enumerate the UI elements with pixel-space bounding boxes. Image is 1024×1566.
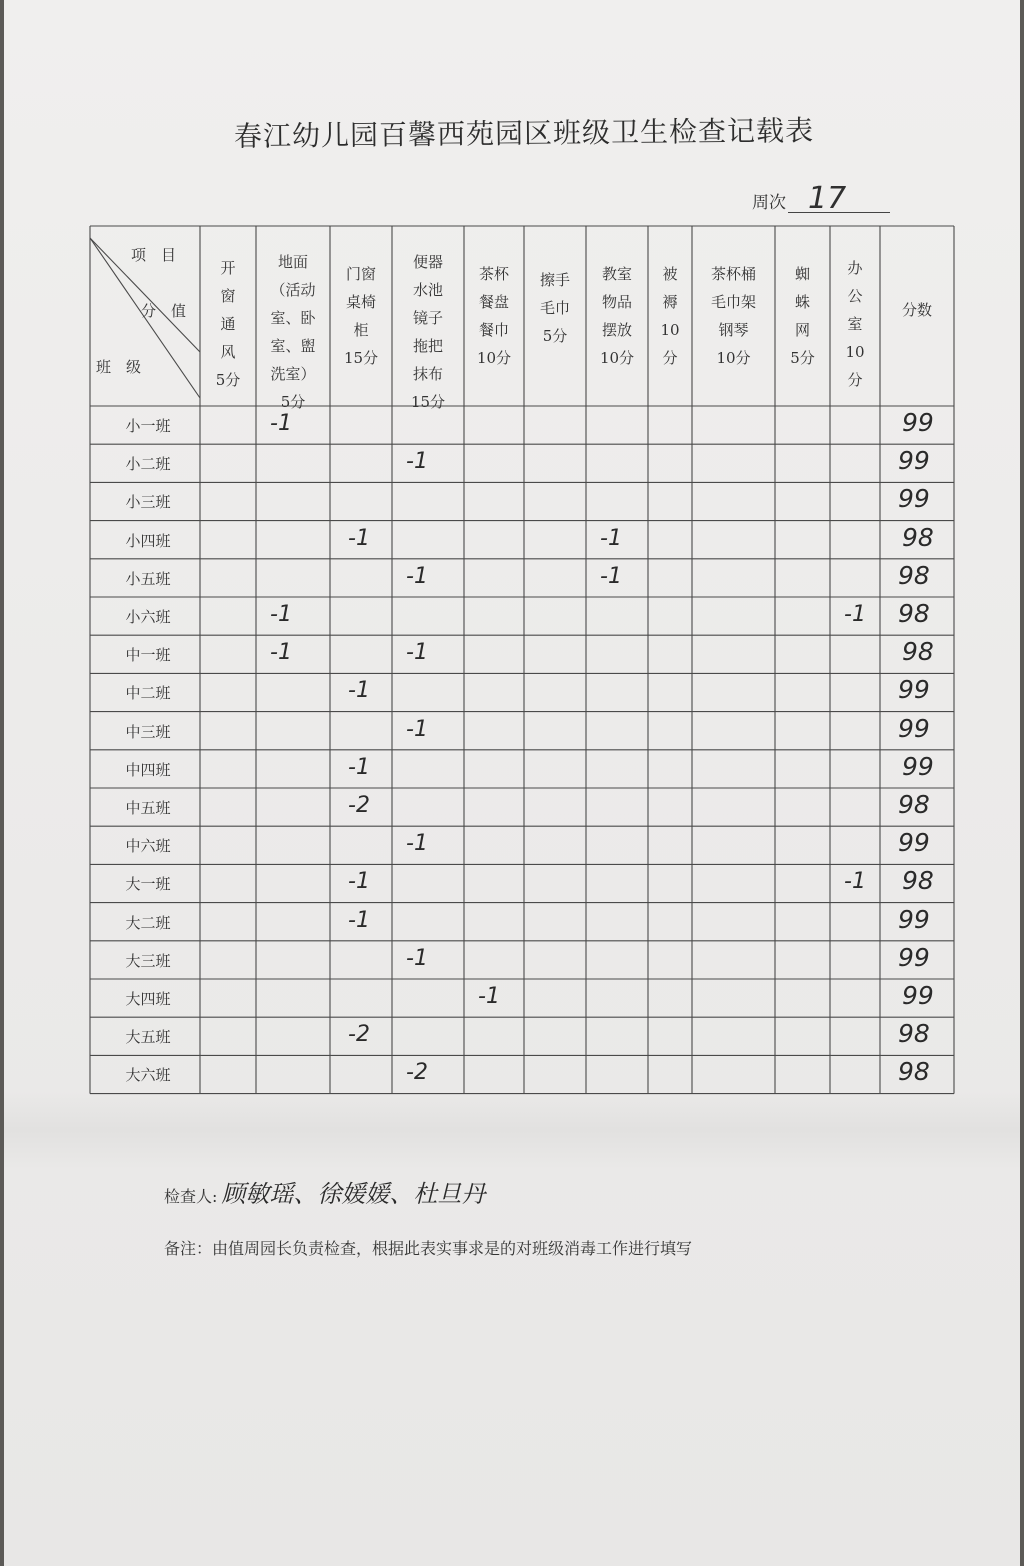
class-name: 中六班 (125, 837, 171, 856)
score-value: 99 (898, 446, 930, 476)
class-name: 大三班 (125, 951, 171, 970)
deduction-mark: -2 (348, 1022, 370, 1048)
deduction-mark: -1 (600, 525, 622, 551)
class-name: 大二班 (125, 913, 171, 932)
deduction-mark: -1 (348, 525, 370, 551)
deduction-mark: -1 (406, 640, 428, 666)
class-name: 大六班 (125, 1066, 171, 1085)
deduction-mark: -1 (406, 716, 428, 742)
class-name: 小二班 (125, 455, 171, 474)
class-name: 大一班 (125, 875, 171, 894)
deduction-mark: -1 (270, 640, 292, 666)
score-value: 98 (902, 866, 934, 896)
inspector-names: 顾敏瑶、徐媛媛、杜旦丹 (221, 1180, 486, 1208)
class-name: 中三班 (125, 722, 171, 741)
class-name: 小三班 (125, 493, 171, 512)
deduction-mark: -1 (478, 984, 500, 1009)
column-header: 便器 水池 镜子 拖把 抹布 15分 (410, 253, 446, 411)
diagonal-header-class: 班 级 (96, 358, 142, 376)
score-value: 98 (898, 1057, 930, 1087)
class-name: 大四班 (125, 990, 171, 1008)
score-value: 98 (898, 560, 930, 590)
column-header: 分数 (901, 301, 932, 319)
deduction-mark: -1 (348, 754, 370, 780)
score-value: 98 (902, 522, 934, 552)
deduction-mark: -2 (406, 1060, 428, 1086)
score-value: 98 (898, 599, 930, 628)
deduction-mark: -1 (406, 449, 428, 475)
deduction-mark: -1 (844, 602, 866, 627)
column-header: 被 褥 10 分 (660, 265, 680, 367)
deduction-mark: -2 (348, 793, 370, 818)
class-name: 中二班 (125, 684, 171, 703)
class-name: 小四班 (125, 531, 171, 550)
table-grid (4, 0, 1020, 1566)
inspector-line (164, 1174, 485, 1209)
deduction-mark: -1 (844, 869, 866, 895)
class-name: 小一班 (125, 417, 171, 435)
column-header: 办 公 室 10 分 (845, 259, 865, 389)
score-value: 99 (898, 675, 930, 705)
class-name: 小六班 (125, 608, 171, 626)
column-header: 教室 物品 摆放 10分 (599, 265, 635, 367)
score-value: 99 (898, 713, 930, 743)
diagonal-header-item: 项 目 (131, 246, 177, 264)
sheet-title: 春江幼儿园百馨西苑园区班级卫生检查记载表 (233, 113, 815, 154)
column-header: 门窗 桌椅 柜 15分 (343, 265, 379, 367)
deduction-mark: -1 (348, 869, 370, 895)
column-header: 开 窗 通 风 5分 (215, 259, 241, 389)
column-header: 擦手 毛巾 5分 (539, 271, 570, 345)
deduction-mark: -1 (348, 907, 370, 933)
score-value: 99 (898, 904, 930, 934)
score-value: 99 (902, 981, 934, 1010)
score-value: 99 (902, 751, 934, 781)
column-header: 地面 （活动 室、卧 室、盥 洗室） 5分 (270, 253, 316, 411)
inspector-label: 检查人: (164, 1187, 218, 1206)
column-header: 蜘 蛛 网 5分 (790, 265, 815, 367)
deduction-mark: -1 (406, 831, 428, 857)
score-value: 99 (902, 408, 934, 437)
column-header: 茶杯 餐盘 餐巾 10分 (476, 265, 512, 367)
class-name: 中一班 (125, 646, 171, 665)
deduction-mark: -1 (270, 411, 292, 436)
inspection-sheet (4, 0, 1020, 1566)
deduction-mark: -1 (348, 678, 370, 704)
column-header: 茶杯桶 毛巾架 钢琴 10分 (710, 265, 756, 367)
class-name: 中四班 (125, 760, 171, 779)
class-name: 中五班 (125, 799, 171, 817)
deduction-mark: -1 (270, 602, 292, 627)
score-value: 98 (898, 1019, 930, 1049)
diagonal-header-score: 分 值 (141, 302, 187, 320)
deduction-mark: -1 (406, 945, 428, 971)
remarks-note: 备注：由值周园长负责检查，根据此表实事求是的对班级消毒工作进行填写 (164, 1239, 693, 1258)
class-name: 大五班 (125, 1028, 171, 1047)
score-value: 99 (898, 942, 930, 972)
week-value: 17 (788, 186, 890, 213)
score-value: 99 (898, 828, 930, 858)
deduction-mark: -1 (406, 563, 428, 589)
class-name: 小五班 (125, 569, 171, 588)
score-value: 98 (898, 790, 930, 819)
deduction-mark: -1 (600, 563, 622, 589)
score-value: 98 (902, 637, 934, 667)
week-label: 周次 (752, 193, 786, 213)
score-value: 99 (898, 484, 930, 514)
